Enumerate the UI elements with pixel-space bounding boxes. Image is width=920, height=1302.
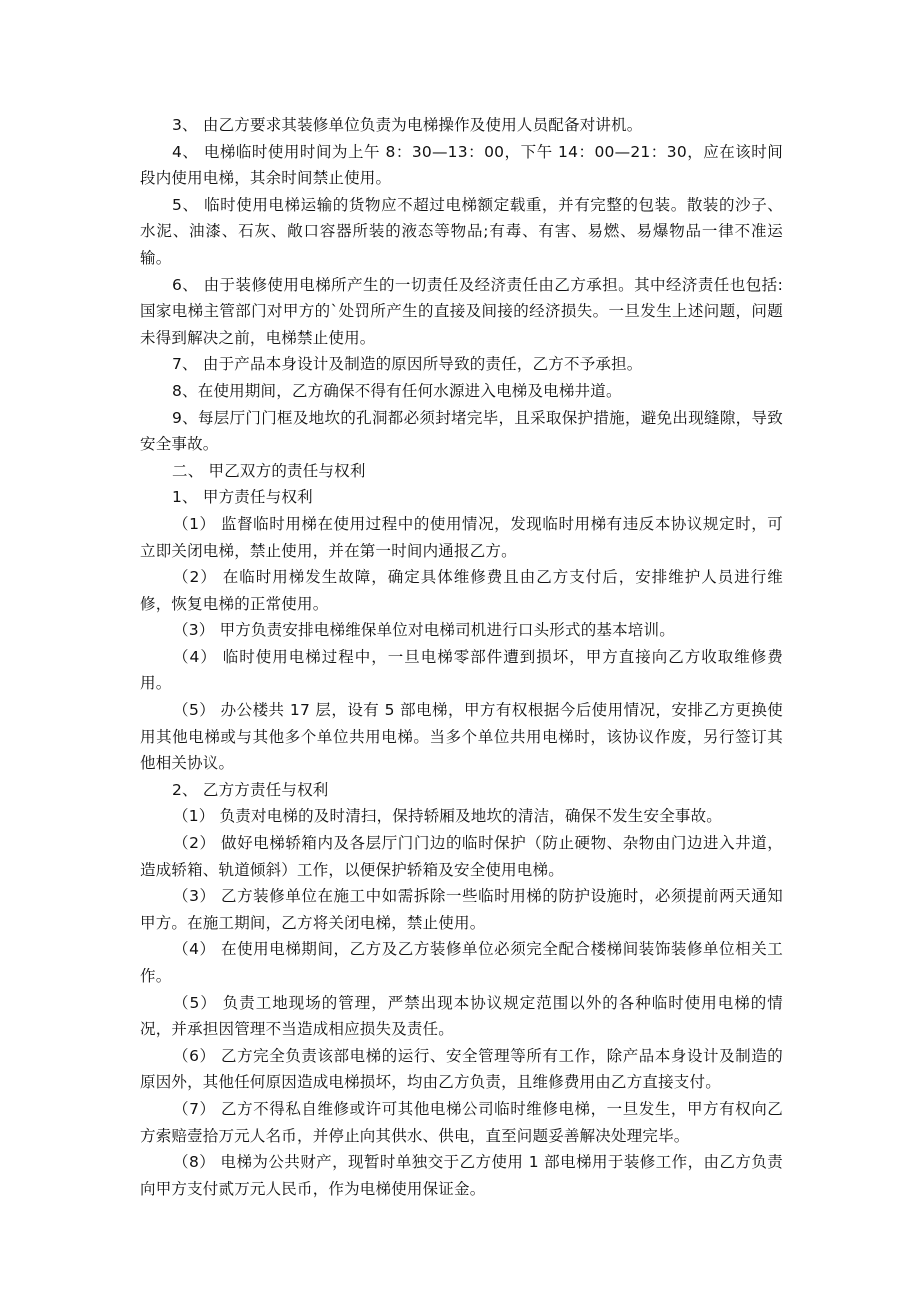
party-a-item-4: （4） 临时使用电梯过程中，一旦电梯零部件遭到损坏，甲方直接向乙方收取维修费用。: [140, 647, 783, 693]
section-heading-2: 二、 甲乙双方的责任与权利: [172, 461, 366, 480]
subsection-heading-party-b: 2、 乙方方责任与权利: [172, 780, 329, 799]
party-b-item-2: （2） 做好电梯轿箱内及各层厅门门边的临时保护（防止硬物、杂物由门边进入井道，造成轿箱、轨道倾斜）工作，以便保护轿箱及安全使用电梯。: [140, 834, 783, 879]
party-a-item-2: （2） 在临时用梯发生故障，确定具体维修费且由乙方支付后，安排维护人员进行维修，恢复电梯的正常使用。: [140, 568, 783, 613]
party-a-item-3: （3） 甲方负责安排电梯维保单位对电梯司机进行口头形式的基本培训。: [173, 621, 675, 640]
party-a-item-5: （5） 办公楼共 17 层，设有 5 部电梯，甲方有权根据今后使用情况，安排乙方更换使用其他电梯或与其他多个单位共用电梯。当多个单位共用电梯时，该协议作废，另行签订其他相关协议。: [140, 701, 783, 773]
party-b-item-6: （6） 乙方完全负责该部电梯的运行、安全管理等所有工作，除产品本身设计及制造的原因外，其他任何原因造成电梯损坏，均由乙方负责，且维修费用由乙方直接支付。: [140, 1046, 783, 1092]
party-b-item-5: （5） 负责工地现场的管理，严禁出现本协议规定范围以外的各种临时使用电梯的情况，并承担因管理不当造成相应损失及责任。: [140, 993, 783, 1039]
clause-9: 9、每层厅门门框及地坎的孔洞都必须封堵完毕，且采取保护措施，避免出现缝隙，导致安全事故。: [140, 408, 783, 454]
clause-8: 8、在使用期间，乙方确保不得有任何水源进入电梯及电梯井道。: [172, 381, 622, 400]
party-b-item-3: （3） 乙方装修单位在施工中如需拆除一些临时用梯的防护设施时，必须提前两天通知甲方。在施工期间，乙方将关闭电梯，禁止使用。: [140, 887, 783, 932]
party-a-item-1: （1） 监督临时用梯在使用过程中的使用情况，发现临时用梯有违反本协议规定时，可立即关闭电梯，禁止使用，并在第一时间内通报乙方。: [140, 514, 783, 560]
party-b-item-4: （4） 在使用电梯期间，乙方及乙方装修单位必须完全配合楼梯间装饰装修单位相关工作。: [140, 940, 783, 985]
clause-3: 3、 由乙方要求其装修单位负责为电梯操作及使用人员配备对讲机。: [172, 116, 643, 134]
clause-5: 5、 临时使用电梯运输的货物应不超过电梯额定载重，并有完整的包装。散装的沙子、水泥、油漆、石灰、敞口容器所装的液态等物品;有毒、有害、易燃、易爆物品一律不准运输。: [140, 195, 783, 267]
clause-6: 6、 由于装修使用电梯所产生的一切责任及经济责任由乙方承担。其中经济责任也包括:国家电梯主管部门对甲方的`处罚所产生的直接及间接的经济损失。一旦发生上述问题，问题未得到解决之前，电梯禁止使用。: [140, 275, 783, 347]
party-b-item-8: （8） 电梯为公共财产，现暂时单独交于乙方使用 1 部电梯用于装修工作，由乙方负责向甲方支付贰万元人民币，作为电梯使用保证金。: [140, 1153, 783, 1198]
party-b-item-1: （1） 负责对电梯的及时清扫，保持轿厢及地坎的清洁，确保不发生安全事故。: [173, 807, 722, 826]
clause-4: 4、 电梯临时使用时间为上午 8：30—13：00，下午 14：00—21：30，应在该时间段内使用电梯，其余时间禁止使用。: [140, 142, 783, 188]
clause-7: 7、 由于产品本身设计及制造的原因所导致的责任，乙方不予承担。: [172, 355, 643, 374]
document-body: [140, 112, 783, 1202]
party-b-item-7: （7） 乙方不得私自维修或许可其他电梯公司临时维修电梯，一旦发生，甲方有权向乙方索赔壹拾万元人名币，并停止向其供水、供电，直至问题妥善解决处理完毕。: [140, 1099, 783, 1145]
subsection-heading-party-a: 1、 甲方责任与权利: [172, 488, 313, 507]
